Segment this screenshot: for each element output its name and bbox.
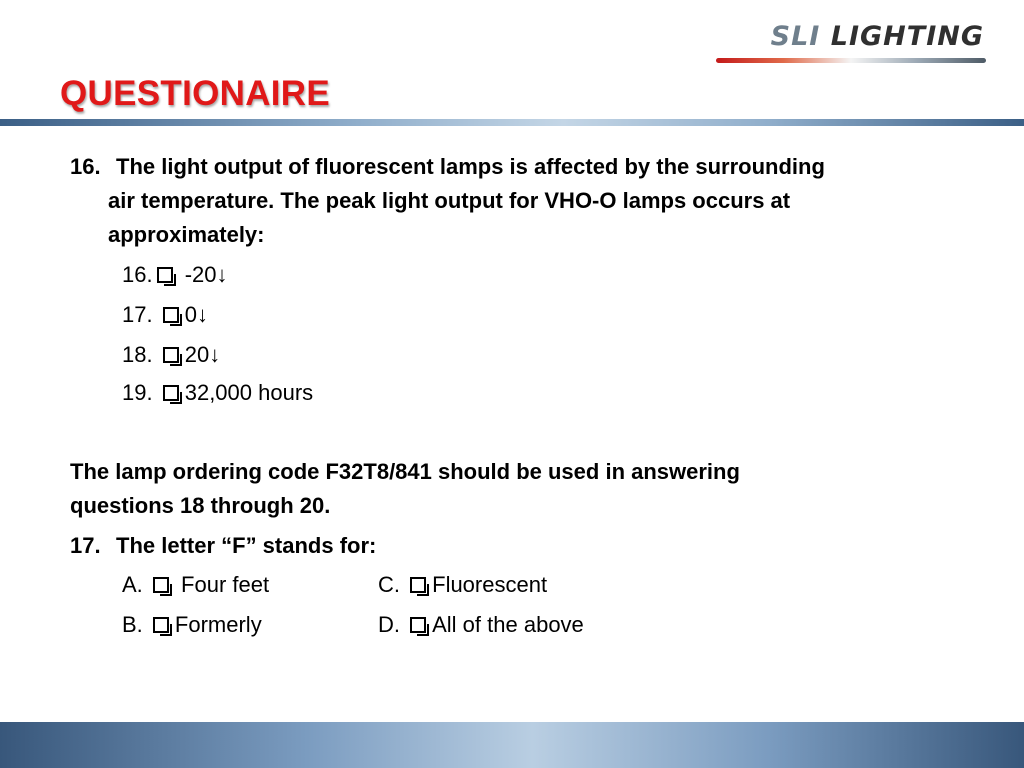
checkbox-icon[interactable] [410, 577, 426, 593]
answer-d-letter: D. [378, 612, 400, 637]
question-2-text: The letter “F” stands for: [116, 533, 377, 558]
checkbox-icon[interactable] [163, 307, 179, 323]
option-2-number: 17. [122, 302, 153, 327]
option-2-text: 0 [184, 302, 197, 327]
logo-sli: SLI [770, 21, 821, 52]
answer-b-text: Formerly [174, 612, 262, 637]
question-1-line-3: approximately: [108, 222, 265, 247]
answer-b-letter: B. [122, 612, 143, 637]
option-3-number: 18. [122, 342, 153, 367]
answer-a-letter: A. [122, 572, 143, 597]
answer-c-letter: C. [378, 572, 400, 597]
option-2 [122, 298, 208, 332]
answer-c-text: Fluorescent [432, 572, 548, 597]
question-2-number: 17. [70, 533, 101, 558]
option-4-text: 32,000 hours [184, 380, 314, 405]
question-1-line-2: air temperature. The peak light output for VHO-O lamps occurs at [108, 188, 791, 213]
note-line-1: The lamp ordering code F32T8/841 should be used in answering [70, 459, 740, 484]
checkbox-icon[interactable] [153, 617, 169, 633]
answer-b [122, 608, 262, 642]
option-4 [122, 376, 313, 410]
down-arrow-icon: ↓ [209, 342, 221, 367]
logo-lighting: LIGHTING [830, 21, 984, 52]
checkbox-icon[interactable] [163, 385, 179, 401]
checkbox-icon[interactable] [153, 577, 169, 593]
option-1 [122, 258, 228, 292]
checkbox-icon[interactable] [163, 347, 179, 363]
question-1-number: 16. [70, 154, 101, 179]
answer-a [122, 568, 269, 602]
question-1-line-1: The light output of fluorescent lamps is affected by the surrounding [116, 154, 825, 179]
down-arrow-icon: ↓ [196, 302, 208, 327]
answer-d-text: All of the above [432, 612, 584, 637]
checkbox-icon[interactable] [157, 267, 173, 283]
option-1-text: -20 [184, 262, 217, 287]
option-3 [122, 338, 220, 372]
checkbox-icon[interactable] [410, 617, 426, 633]
down-arrow-icon: ↓ [216, 262, 228, 287]
note-line-2: questions 18 through 20. [70, 493, 331, 518]
option-3-text: 20 [184, 342, 210, 367]
option-1-number: 16. [122, 262, 153, 287]
footer-bar [0, 722, 1024, 768]
answer-a-text: Four feet [181, 572, 270, 597]
answer-d [378, 608, 584, 642]
page-title: QUESTIONAIRE [60, 74, 331, 113]
answer-c [378, 568, 547, 602]
option-4-number: 19. [122, 380, 153, 405]
